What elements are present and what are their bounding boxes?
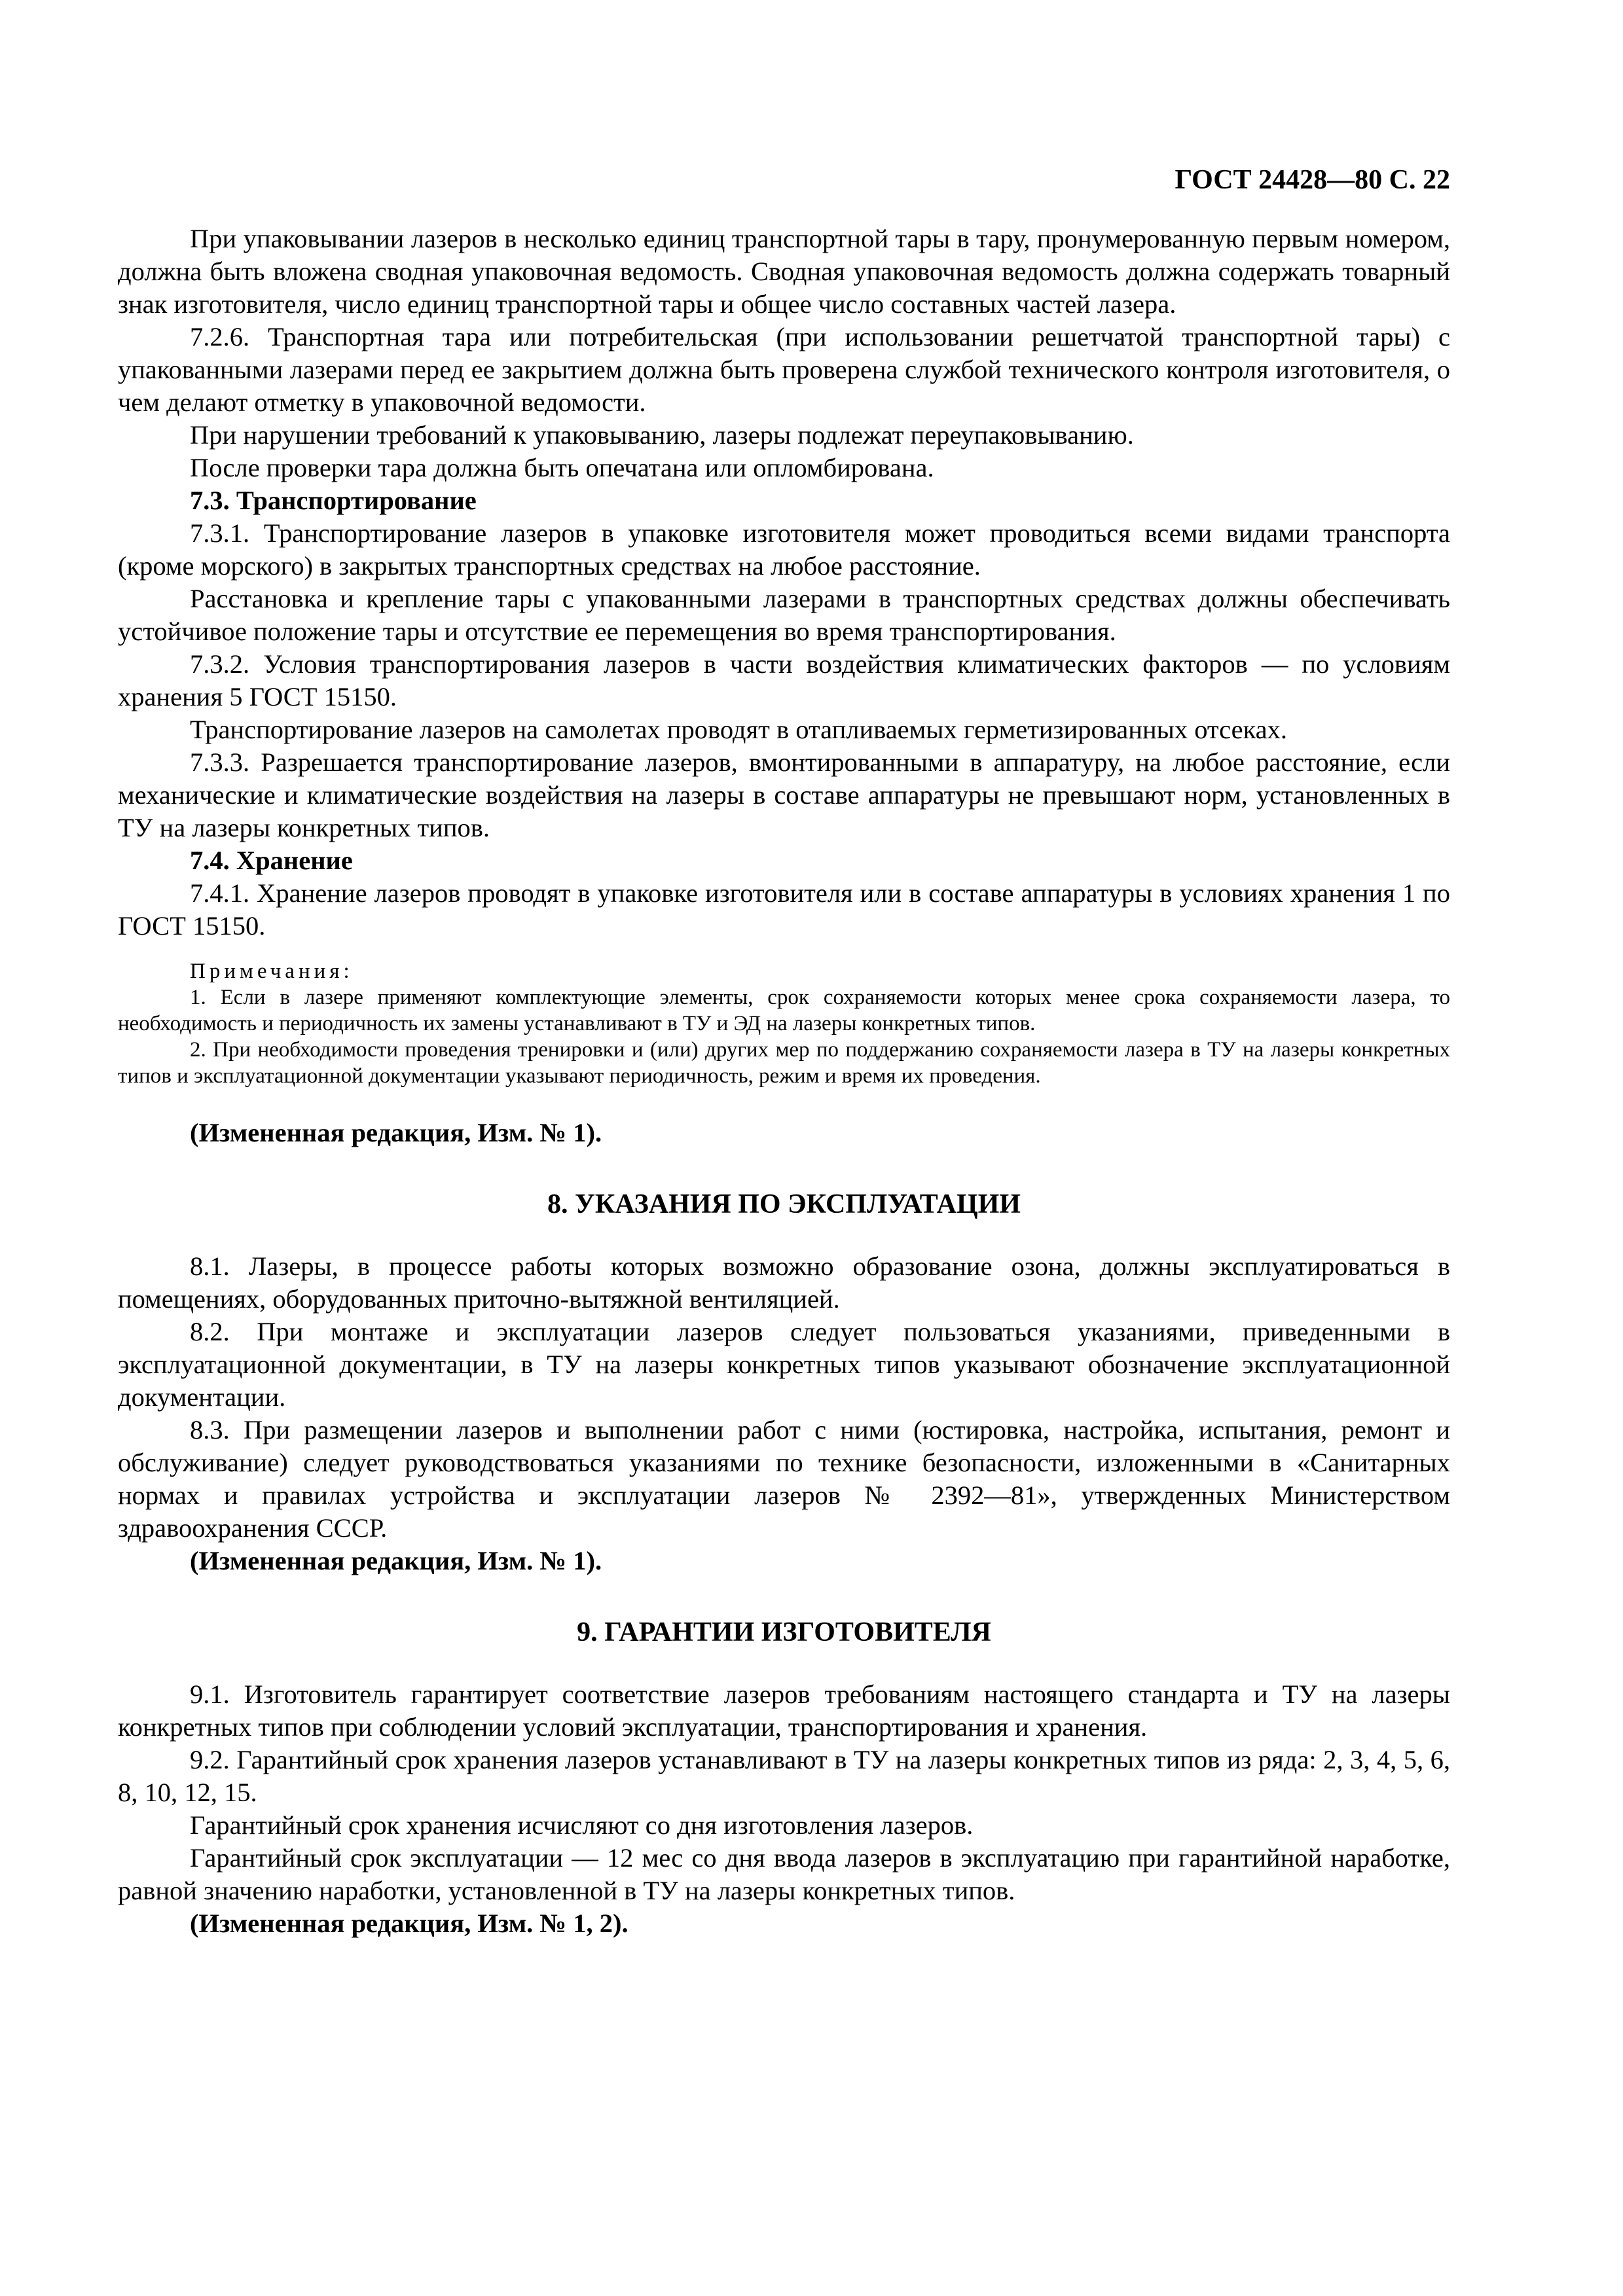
subsection-heading-7-4: 7.4. Хранение — [190, 846, 353, 875]
section-heading-9: 9. ГАРАНТИИ ИЗГОТОВИТЕЛЯ — [577, 1617, 991, 1647]
paragraph-operation-period: Гарантийный срок эксплуатации — 12 мес со дня ввода лазеров в эксплуатацию при гарантийной наработке, равной значению наработки, установленной в ТУ на лазеры конкретных типов. — [118, 1843, 1450, 1905]
paragraph-8-1: 8.1. Лазеры, в процессе работы которых возможно образование озона, должны эксплуатироваться в помещениях, оборудованных приточно-вытяжной вентиляцией. — [118, 1251, 1450, 1314]
paragraph-summary-packing-list: При упаковывании лазеров в несколько единиц транспортной тары в тару, пронумерованную первым номером, должна быть вложена сводная упаковочная ведомость. Сводная упаковочная ведомость должна содержать товарный знак изготовителя, число единиц транспортной тары и общее число составных частей лазера. — [118, 224, 1450, 319]
paragraph-7-2-6: 7.2.6. Транспортная тара или потребительская (при использовании решетчатой транспортной тары) с упакованными лазерами перед ее закрытием должна быть проверена службой технического контроля изготовителя, о чем делают отметку в упаковочной ведомости. — [118, 322, 1450, 417]
paragraph-7-3-1: 7.3.1. Транспортирование лазеров в упаковке изготовителя может проводиться всеми видами транспорта (кроме морского) в закрытых транспортных средствах на любое расстояние. — [118, 518, 1450, 581]
paragraph-7-3-3: 7.3.3. Разрешается транспортирование лазеров, вмонтированными в аппаратуру, на любое расстояние, если механические и климатические воздействия на лазеры в составе аппаратуры не превышают норм, установленных в ТУ на лазеры конкретных типов. — [118, 747, 1450, 842]
paragraph-placement: Расстановка и крепление тары с упакованными лазерами в транспортных средствах должны обеспечивать устойчивое положение тары и отсутствие ее перемещения во время транспортирования. — [118, 584, 1450, 646]
paragraph-9-2: 9.2. Гарантийный срок хранения лазеров устанавливают в ТУ на лазеры конкретных типов из ряда: 2, 3, 4, 5, 6, 8, 10, 12, 15. — [118, 1745, 1450, 1807]
change-note-section-8: (Измененная редакция, Изм. № 1). — [190, 1546, 602, 1575]
section-8 — [118, 1250, 1450, 1577]
paragraph-8-3: 8.3. При размещении лазеров и выполнении работ с ними (юстировка, настройка, испытания, ремонт и обслуживание) следует руководствоваться указаниями по технике безопасности, изложенными в «Санитарных нормах и правилах устройства и эксплуатации лазеров № 2392—81», утвержденных Министерством здравоохранения СССР. — [118, 1415, 1450, 1543]
change-note-section-9: (Измененная редакция, Изм. № 1, 2). — [190, 1909, 629, 1938]
paragraph-8-2: 8.2. При монтаже и эксплуатации лазеров следует пользоваться указаниями, приведенными в эксплуатационной документации, в ТУ на лазеры конкретных типов указывают обозначение эксплуатационной документации. — [118, 1317, 1450, 1412]
change-note-section-7: (Измененная редакция, Изм. № 1). — [190, 1118, 602, 1147]
section-7-continued — [118, 223, 1450, 1149]
note-1: 1. Если в лазере применяют комплектующие элементы, срок сохраняемости которых менее срока сохраняемости лазера, то необходимость и периодичность их замены устанавливают в ТУ и ЭД на лазеры конкретных типов. — [118, 986, 1450, 1035]
note-2: 2. При необходимости проведения тренировки и (или) других мер по поддержанию сохраняемости лазера в ТУ на лазеры конкретных типов и эксплуатационной документации указывают периодичность, режим и время их проведения. — [118, 1038, 1450, 1088]
notes-title: Примечания: — [190, 960, 354, 983]
paragraph-7-3-2: 7.3.2. Условия транспортирования лазеров в части воздействия климатических факторов — по условиям хранения 5 ГОСТ 15150. — [118, 649, 1450, 711]
notes-block — [118, 958, 1450, 1089]
running-header: ГОСТ 24428—80 С. 22 — [1175, 165, 1450, 195]
paragraph-air-transport: Транспортирование лазеров на самолетах проводят в отапливаемых герметизированных отсеках. — [190, 715, 1287, 744]
paragraph-sealing: После проверки тара должна быть опечатана или опломбирована. — [190, 453, 934, 482]
paragraph-repacking: При нарушении требований к упаковыванию, лазеры подлежат переупаковыванию. — [190, 420, 1134, 450]
subsection-heading-7-3: 7.3. Транспортирование — [190, 486, 477, 515]
paragraph-storage-period: Гарантийный срок хранения исчисляют со дня изготовления лазеров. — [190, 1810, 974, 1840]
section-heading-8: 8. УКАЗАНИЯ ПО ЭКСПЛУАТАЦИИ — [547, 1189, 1021, 1219]
document-page — [118, 164, 1450, 1940]
section-9 — [118, 1678, 1450, 1940]
paragraph-9-1: 9.1. Изготовитель гарантирует соответствие лазеров требованиям настоящего стандарта и ТУ на лазеры конкретных типов при соблюдении условий эксплуатации, транспортирования и хранения. — [118, 1679, 1450, 1742]
paragraph-7-4-1: 7.4.1. Хранение лазеров проводят в упаковке изготовителя или в составе аппаратуры в условиях хранения 1 по ГОСТ 15150. — [118, 878, 1450, 941]
